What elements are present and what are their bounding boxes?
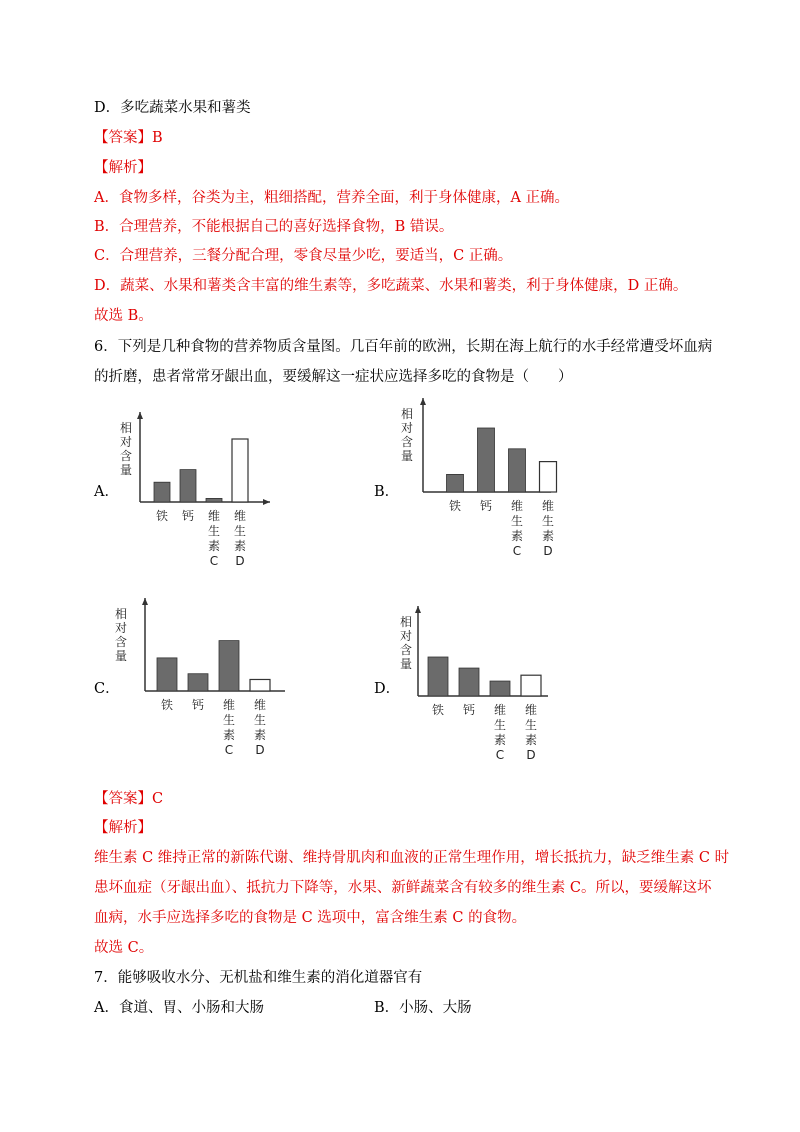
bar-4 — [540, 462, 557, 492]
q6-chart-b — [395, 396, 555, 575]
bar-3 — [219, 641, 239, 691]
bar-2 — [180, 470, 196, 502]
bar-chart-svg — [120, 402, 280, 577]
q5-answer — [94, 128, 163, 148]
x-tick-label-char: 钙 — [181, 509, 195, 523]
x-tick-label-char: 维 — [207, 509, 221, 523]
bar-2 — [478, 428, 495, 492]
x-tick-label-char: 生 — [510, 514, 524, 528]
x-tick-label-char: C — [512, 544, 522, 558]
bar-3 — [206, 498, 222, 502]
q6-chart-d — [398, 604, 558, 783]
y-axis-label-char: 含 — [120, 449, 133, 463]
y-axis-label-char: 量 — [120, 463, 133, 477]
q6-chart-a — [120, 402, 280, 581]
x-tick-label-char: 维 — [510, 499, 524, 513]
bar-chart-svg — [395, 396, 555, 571]
x-tick-label-char: D — [235, 554, 245, 568]
q7-stem: 7．能够吸收水分、无机盐和维生素的消化道器官有 — [94, 970, 423, 986]
x-tick-label-char: 钙 — [191, 698, 205, 712]
q6-option-b-label: B． — [374, 484, 400, 500]
y-axis-label-char: 相 — [400, 615, 413, 629]
bar-chart-svg — [115, 596, 275, 771]
x-tick-label-char: 素 — [222, 728, 236, 742]
q6-analysis-label: 【解析】 — [94, 820, 152, 836]
y-axis-label-char: 相 — [115, 607, 128, 621]
q6-answer — [94, 789, 163, 809]
bar-1 — [447, 474, 464, 492]
q5-analysis-line-c: C．合理营养，三餐分配合理，零食尽量少吃，要适当，C 正确。 — [94, 248, 513, 264]
x-tick-label-char: C — [224, 743, 234, 757]
y-axis-label-char: 相 — [120, 421, 133, 435]
x-tick-label-char: 铁 — [431, 703, 445, 717]
bar-1 — [157, 658, 177, 691]
bar-3 — [509, 449, 526, 492]
x-tick-label-char: 生 — [233, 524, 247, 538]
x-tick-label-char: 生 — [524, 718, 538, 732]
x-tick-label-char: 维 — [541, 499, 555, 513]
q5-analysis-line-a: A．食物多样，谷类为主，粗细搭配，营养全面，利于身体健康，A 正确。 — [94, 190, 570, 206]
q6-analysis-line-2: 患坏血症（牙龈出血）、抵抗力下降等，水果、新鲜蔬菜含有较多的维生素 C。所以，要缓解这坏 — [94, 880, 712, 896]
bar-4 — [521, 675, 541, 696]
q6-analysis-line-1: 维生素 C 维持正常的新陈代谢、维持骨肌肉和血液的正常生理作用，增长抵抗力，缺乏维生素 C 时 — [94, 850, 730, 866]
q6-chart-c — [115, 596, 275, 775]
q6-option-a-label: A． — [94, 484, 119, 500]
x-tick-label-char: 铁 — [160, 698, 174, 712]
x-tick-label-char: 生 — [541, 514, 555, 528]
y-axis-arrow — [137, 412, 143, 419]
bar-3 — [490, 681, 510, 696]
q6-option-c-label: C． — [94, 681, 120, 697]
q6-stem-line1: 6．下列是几种食物的营养物质含量图。几百年前的欧洲，长期在海上航行的水手经常遭受坏血病 — [94, 339, 713, 355]
x-tick-label-char: 生 — [222, 713, 236, 727]
x-tick-label-char: 维 — [253, 698, 267, 712]
x-tick-label-char: 铁 — [155, 509, 169, 523]
answer-label: 【答案】 — [94, 130, 152, 146]
q6-analysis-line-3: 血病，水手应选择多吃的食物是 C 选项中，富含维生素 C 的食物。 — [94, 910, 527, 926]
q5-conclusion: 故选 B。 — [94, 308, 153, 324]
x-tick-label-char: 素 — [541, 529, 555, 543]
y-axis-label-char: 对 — [400, 629, 413, 643]
x-tick-label-char: D — [255, 743, 265, 757]
bar-2 — [188, 674, 208, 691]
bar-1 — [428, 657, 448, 696]
q7-option-a: A．食道、胃、小肠和大肠 — [94, 1000, 264, 1016]
x-tick-label-char: 生 — [493, 718, 507, 732]
bar-4 — [250, 679, 270, 691]
y-axis-label-char: 含 — [401, 435, 414, 449]
x-tick-label-char: 维 — [222, 698, 236, 712]
y-axis-label-char: 含 — [115, 635, 128, 649]
x-tick-label-char: 钙 — [462, 703, 476, 717]
y-axis-arrow — [420, 398, 426, 405]
x-tick-label-char: 素 — [493, 733, 507, 747]
q6-conclusion: 故选 C。 — [94, 940, 154, 956]
x-tick-label-char: C — [209, 554, 219, 568]
x-tick-label-char: 生 — [207, 524, 221, 538]
y-axis-arrow — [415, 606, 421, 613]
x-tick-label-char: 素 — [207, 539, 221, 553]
x-tick-label-char: 维 — [524, 703, 538, 717]
y-axis-label-char: 对 — [120, 435, 133, 449]
x-tick-label-char: 维 — [233, 509, 247, 523]
q7-option-b: B．小肠、大肠 — [374, 1000, 472, 1016]
x-tick-label-char: 素 — [510, 529, 524, 543]
q5-analysis-line-d: D．蔬菜、水果和薯类含丰富的维生素等，多吃蔬菜、水果和薯类，利于身体健康，D 正确。 — [94, 278, 688, 294]
x-tick-label-char: 钙 — [479, 499, 493, 513]
q6-stem-line2: 的折磨，患者常常牙龈出血，要缓解这一症状应选择多吃的食物是（ ） — [94, 369, 573, 385]
q5-analysis-line-b: B．合理营养，不能根据自己的喜好选择食物，B 错误。 — [94, 219, 454, 235]
x-tick-label-char: D — [526, 748, 536, 762]
y-axis-arrow — [142, 598, 148, 605]
y-axis-label-char: 量 — [115, 649, 128, 663]
x-tick-label-char: 素 — [253, 728, 267, 742]
y-axis-label-char: 对 — [115, 621, 128, 635]
x-tick-label-char: 素 — [524, 733, 538, 747]
q5-option-d: D．多吃蔬菜水果和薯类 — [94, 100, 251, 116]
q6-option-d-label: D． — [374, 681, 401, 697]
x-axis-arrow — [263, 499, 270, 505]
q5-analysis-label: 【解析】 — [94, 160, 152, 176]
x-tick-label-char: 素 — [233, 539, 247, 553]
x-tick-label-char: D — [543, 544, 553, 558]
answer-value: C — [152, 791, 164, 807]
bar-2 — [459, 668, 479, 696]
y-axis-label-char: 量 — [400, 657, 413, 671]
answer-label: 【答案】 — [94, 791, 152, 807]
x-tick-label-char: C — [495, 748, 505, 762]
x-tick-label-char: 生 — [253, 713, 267, 727]
x-tick-label-char: 铁 — [448, 499, 462, 513]
y-axis-label-char: 量 — [401, 449, 414, 463]
bar-chart-svg — [398, 604, 558, 779]
answer-value: B — [152, 130, 163, 146]
bar-4 — [232, 439, 248, 502]
y-axis-label-char: 对 — [401, 421, 414, 435]
x-tick-label-char: 维 — [493, 703, 507, 717]
y-axis-label-char: 含 — [400, 643, 413, 657]
y-axis-label-char: 相 — [401, 407, 414, 421]
bar-1 — [154, 482, 170, 502]
